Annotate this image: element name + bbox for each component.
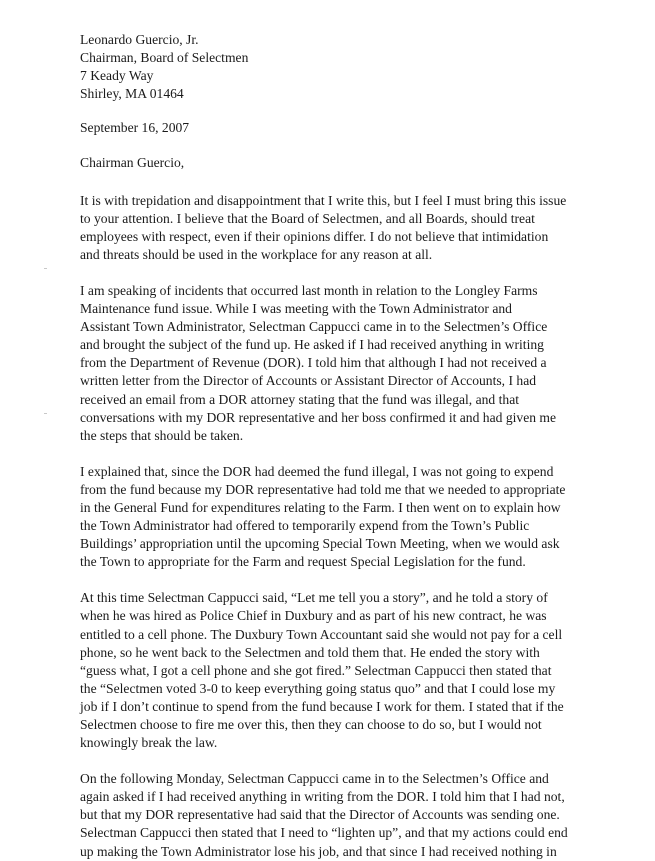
paragraph-line: from the Department of Revenue (DOR). I told him that although I had not received a: [80, 355, 547, 371]
paragraph-line: Maintenance fund issue. While I was meeting with the Town Administrator and: [80, 301, 512, 317]
paragraph-line: the steps that should be taken.: [80, 427, 244, 443]
paragraph-line: “guess what, I got a cell phone and she got fired.” Selectman Cappucci then stated that: [80, 662, 552, 678]
paragraph-line: the Town Administrator had offered to temporarily expend from the Town’s Public: [80, 518, 530, 534]
paragraph-line: I explained that, since the DOR had deemed the fund illegal, I was not going to expend: [80, 463, 554, 479]
recipient-address: [80, 31, 600, 103]
paragraph-line: conversations with my DOR representative and her boss confirmed it and had given me: [80, 409, 557, 425]
paragraph-line: to your attention. I believe that the Board of Selectmen, and all Boards, should treat: [80, 210, 535, 226]
paragraph-line: Selectman Cappucci then stated that I need to “lighten up”, and that my actions could end: [80, 825, 568, 841]
paragraph-line: and brought the subject of the fund up. He asked if I had received anything in writing: [80, 337, 544, 353]
paragraph-line: Assistant Town Administrator, Selectman Cappucci came in to the Selectmen’s Office: [80, 319, 548, 335]
paragraph-4: [80, 589, 600, 752]
address-line: Chairman, Board of Selectmen: [80, 50, 249, 66]
address-line: Shirley, MA 01464: [80, 86, 184, 102]
letter-body: [80, 31, 600, 861]
salutation-block: [80, 154, 600, 172]
letter-date-block: [80, 119, 600, 137]
paragraph-line: At this time Selectman Cappucci said, “Let me tell you a story”, and he told a story of: [80, 590, 548, 606]
paragraph-line: I am speaking of incidents that occurred last month in relation to the Longley Farms: [80, 282, 538, 298]
paragraph-line: employees with respect, even if their opinions differ. I do not believe that intimidation: [80, 228, 549, 244]
paragraph-line: when he was hired as Police Chief in Duxbury and as part of his new contract, he was: [80, 608, 547, 624]
margin-mark: [44, 413, 47, 414]
paragraph-1: [80, 192, 600, 264]
letter-date: September 16, 2007: [80, 120, 190, 136]
paragraph-line: It is with trepidation and disappointment that I write this, but I feel I must bring this issue: [80, 192, 567, 208]
paragraph-2: [80, 282, 600, 445]
paragraph-line: in the General Fund for expenditures relating to the Farm. I then went on to explain how: [80, 499, 561, 515]
paragraph-line: job if I don’t continue to spend from the fund because I work for them. I stated that if the: [80, 698, 564, 714]
paragraph-line: written letter from the Director of Accounts or Assistant Director of Accounts, I had: [80, 373, 537, 389]
paragraph-line: On the following Monday, Selectman Cappucci came in to the Selectmen’s Office and: [80, 771, 549, 787]
paragraph-line: received an email from a DOR attorney stating that the fund was illegal, and that: [80, 391, 520, 407]
paragraph-line: phone, so he went back to the Selectmen and told them that. He ended the story with: [80, 644, 540, 660]
margin-mark: [44, 268, 47, 269]
paragraph-3: [80, 463, 600, 572]
paragraph-line: and threats should be used in the workplace for any reason at all.: [80, 246, 433, 262]
paragraph-line: from the fund because my DOR representative had told me that we needed to appropriate: [80, 481, 566, 497]
paragraph-line: again asked if I had received anything in writing from the DOR. I told him that I had not,: [80, 789, 565, 805]
salutation: Chairman Guercio,: [80, 155, 185, 171]
paragraph-line: Buildings’ appropriation until the upcoming Special Town Meeting, when we would ask: [80, 536, 560, 552]
address-line: Leonardo Guercio, Jr.: [80, 32, 199, 47]
paragraph-line: but that my DOR representative had said that the Director of Accounts was sending one.: [80, 807, 560, 823]
paragraph-line: the “Selectmen voted 3-0 to keep everything going status quo” and that I could lose my: [80, 680, 556, 696]
paragraph-line: entitled to a cell phone. The Duxbury Town Accountant said she would not pay for a cell: [80, 626, 563, 642]
paragraph-5: [80, 770, 600, 860]
paragraph-line: Selectmen choose to fire me over this, then they can choose to do so, but I would not: [80, 717, 542, 732]
paragraph-line: knowingly break the law.: [80, 735, 218, 751]
paragraph-line: up making the Town Administrator lose his job, and that since I had received nothing in: [80, 843, 557, 859]
paragraph-line: the Town to appropriate for the Farm and request Special Legislation for the fund.: [80, 554, 526, 570]
address-line: 7 Keady Way: [80, 68, 154, 84]
